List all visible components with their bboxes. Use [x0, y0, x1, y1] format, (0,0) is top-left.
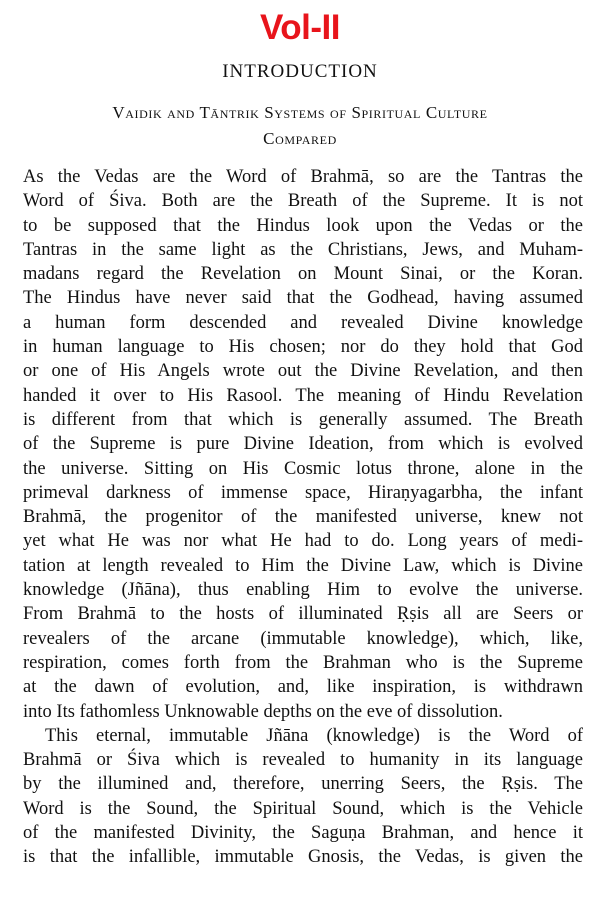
- text-line: the universe. Sitting on His Cosmic lotus throne, alone in the: [23, 458, 583, 479]
- text-line: a human form descended and revealed Divine knowledge: [23, 312, 583, 333]
- text-line: Word is the Sound, the Spiritual Sound, which is the Vehicle: [23, 798, 583, 819]
- text-line: knowledge (Jñāna), thus enabling Him to evolve the universe.: [23, 580, 583, 601]
- text-line: in human language to His chosen; nor do they hold that God: [23, 337, 583, 358]
- text-line: The Hindus have never said that the Godhead, having assumed: [23, 288, 583, 309]
- text-line: into Its fathomless Unknowable depths on the eve of dissolution.: [23, 701, 503, 722]
- text-line: Brahmā, the progenitor of the manifested universe, knew not: [23, 507, 583, 528]
- text-line: is different from that which is generally assumed. The Breath: [23, 409, 583, 430]
- text-line: revealers of the arcane (immutable knowledge), which, like,: [23, 628, 583, 649]
- section-heading: INTRODUCTION: [222, 61, 378, 82]
- text-line: madans regard the Revelation on Mount Sinai, or the Koran.: [23, 264, 583, 285]
- text-line: This eternal, immutable Jñāna (knowledge) is the Word of: [45, 725, 583, 746]
- text-line: tation at length revealed to Him the Divine Law, which is Divine: [23, 555, 583, 576]
- text-line: of the Supreme is pure Divine Ideation, from which is evolved: [23, 434, 583, 455]
- text-line: primeval darkness of immense space, Hiraṇyagarbha, the infant: [23, 482, 583, 503]
- text-line: or one of His Angels wrote out the Divine Revelation, and then: [23, 361, 583, 382]
- text-line: Tantras in the same light as the Christians, Jews, and Muham-: [23, 239, 583, 260]
- body-text: [23, 165, 583, 870]
- subheading-line: Compared: [263, 129, 337, 148]
- text-line: Brahmā or Śiva which is revealed to humanity in its language: [23, 750, 583, 771]
- text-line: by the illumined and, therefore, unerring Seers, the Ṛṣis. The: [23, 774, 583, 795]
- volume-title: Vol-II: [260, 8, 340, 47]
- text-line: of the manifested Divinity, the Saguṇa Brahman, and hence it: [23, 823, 583, 844]
- paragraph: [23, 724, 583, 870]
- text-line: yet what He was nor what He had to do. Long years of medi-: [23, 531, 583, 552]
- text-line: As the Vedas are the Word of Brahmā, so are the Tantras the: [23, 167, 583, 187]
- subheading-line: Vaidik and Tāntrik Systems of Spiritual Culture: [112, 103, 488, 122]
- text-line: Word of Śiva. Both are the Breath of the Supreme. It is not: [23, 191, 583, 212]
- text-line: respiration, comes forth from the Brahman who is the Supreme: [23, 652, 583, 673]
- text-line: is that the infallible, immutable Gnosis, the Vedas, is given the: [23, 847, 583, 868]
- paragraph: [23, 165, 583, 724]
- text-line: at the dawn of evolution, and, like inspiration, is withdrawn: [23, 677, 583, 698]
- chapter-subheading: [0, 100, 600, 152]
- text-line: From Brahmā to the hosts of illuminated Ṛṣis all are Seers or: [23, 604, 583, 625]
- text-line: handed it over to His Rasool. The meaning of Hindu Revelation: [23, 385, 583, 406]
- text-line: to be supposed that the Hindus look upon the Vedas or the: [23, 215, 583, 236]
